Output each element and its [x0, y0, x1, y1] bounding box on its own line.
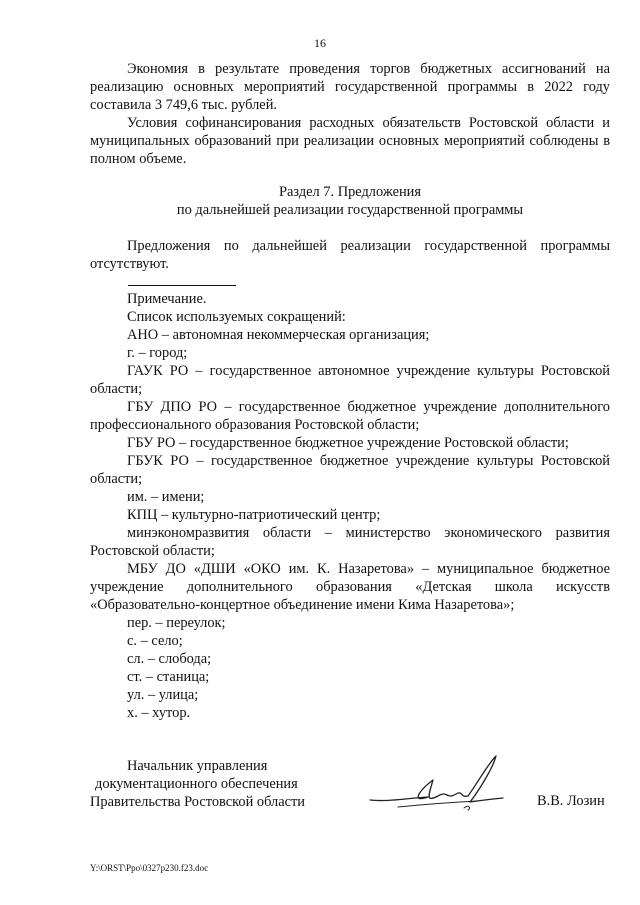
abbreviation-list-title: Список используемых сокращений:	[127, 309, 346, 325]
section-title-line1: Раздел 7. Предложения	[279, 184, 421, 200]
abbreviation-item: АНО – автономная некоммерческая организация;	[127, 327, 430, 343]
note-block	[90, 290, 610, 722]
abbreviation-item: ст. – станица;	[127, 669, 210, 685]
paragraph-cofinancing: Условия софинансирования расходных обязательств Ростовской области и муниципальных образований при реализации основных мероприятий соблюдены в полном объеме.	[90, 115, 610, 167]
signatory-name: В.В. Лозин	[537, 793, 605, 809]
abbreviation-item: минэкономразвития области – министерство экономического развития Ростовской области;	[90, 525, 610, 559]
signatory-line3: Правительства Ростовской области	[90, 794, 305, 810]
abbreviation-item: ГБУК РО – государственное бюджетное учреждение культуры Ростовской области;	[90, 453, 610, 487]
abbreviation-item: МБУ ДО «ДШИ «ОКО им. К. Назаретова» – муниципальное бюджетное учреждение дополнительного образования «Детская школа искусств «Образовательно-концертное объединение имени Кима Назаретова»;	[90, 561, 610, 613]
abbreviation-item: ГБУ РО – государственное бюджетное учреждение Ростовской области;	[127, 435, 569, 451]
proposals-block	[90, 237, 610, 273]
abbreviation-item: г. – город;	[127, 345, 188, 361]
section-title-line2: по дальнейшей реализации государственной программы	[176, 202, 524, 218]
proposals-paragraph: Предложения по дальнейшей реализации государственной программы отсутствуют.	[90, 238, 610, 272]
note-title: Примечание.	[127, 291, 207, 307]
handwritten-signature	[368, 752, 508, 814]
file-path-footer: Y:\ORST\Ppo\0327p230.f23.doc	[90, 863, 209, 873]
page-number: 16	[314, 36, 326, 50]
footnote-divider	[128, 285, 236, 286]
abbreviation-item: с. – село;	[127, 633, 183, 649]
abbreviation-item: х. – хутор.	[127, 705, 191, 721]
abbreviation-item: ГБУ ДПО РО – государственное бюджетное учреждение дополнительного профессионального образования Ростовской области;	[90, 399, 610, 433]
abbreviation-item: пер. – переулок;	[127, 615, 226, 631]
top-paragraphs	[90, 60, 610, 168]
signatory-line2: документационного обеспечения	[95, 776, 298, 792]
abbreviation-item: сл. – слобода;	[127, 651, 212, 667]
abbreviation-item: ГАУК РО – государственное автономное учреждение культуры Ростовской области;	[90, 363, 610, 397]
abbreviation-item: им. – имени;	[127, 489, 205, 505]
signatory-line1: Начальник управления	[127, 758, 268, 774]
paragraph-savings: Экономия в результате проведения торгов бюджетных ассигнований на реализацию основных мероприятий государственной программы в 2022 году составила 3 749,6 тыс. рублей.	[90, 61, 610, 113]
section-heading	[90, 183, 610, 219]
abbreviation-item: ул. – улица;	[127, 687, 199, 703]
signatory-position	[90, 757, 305, 811]
abbreviation-item: КПЦ – культурно-патриотический центр;	[127, 507, 381, 523]
